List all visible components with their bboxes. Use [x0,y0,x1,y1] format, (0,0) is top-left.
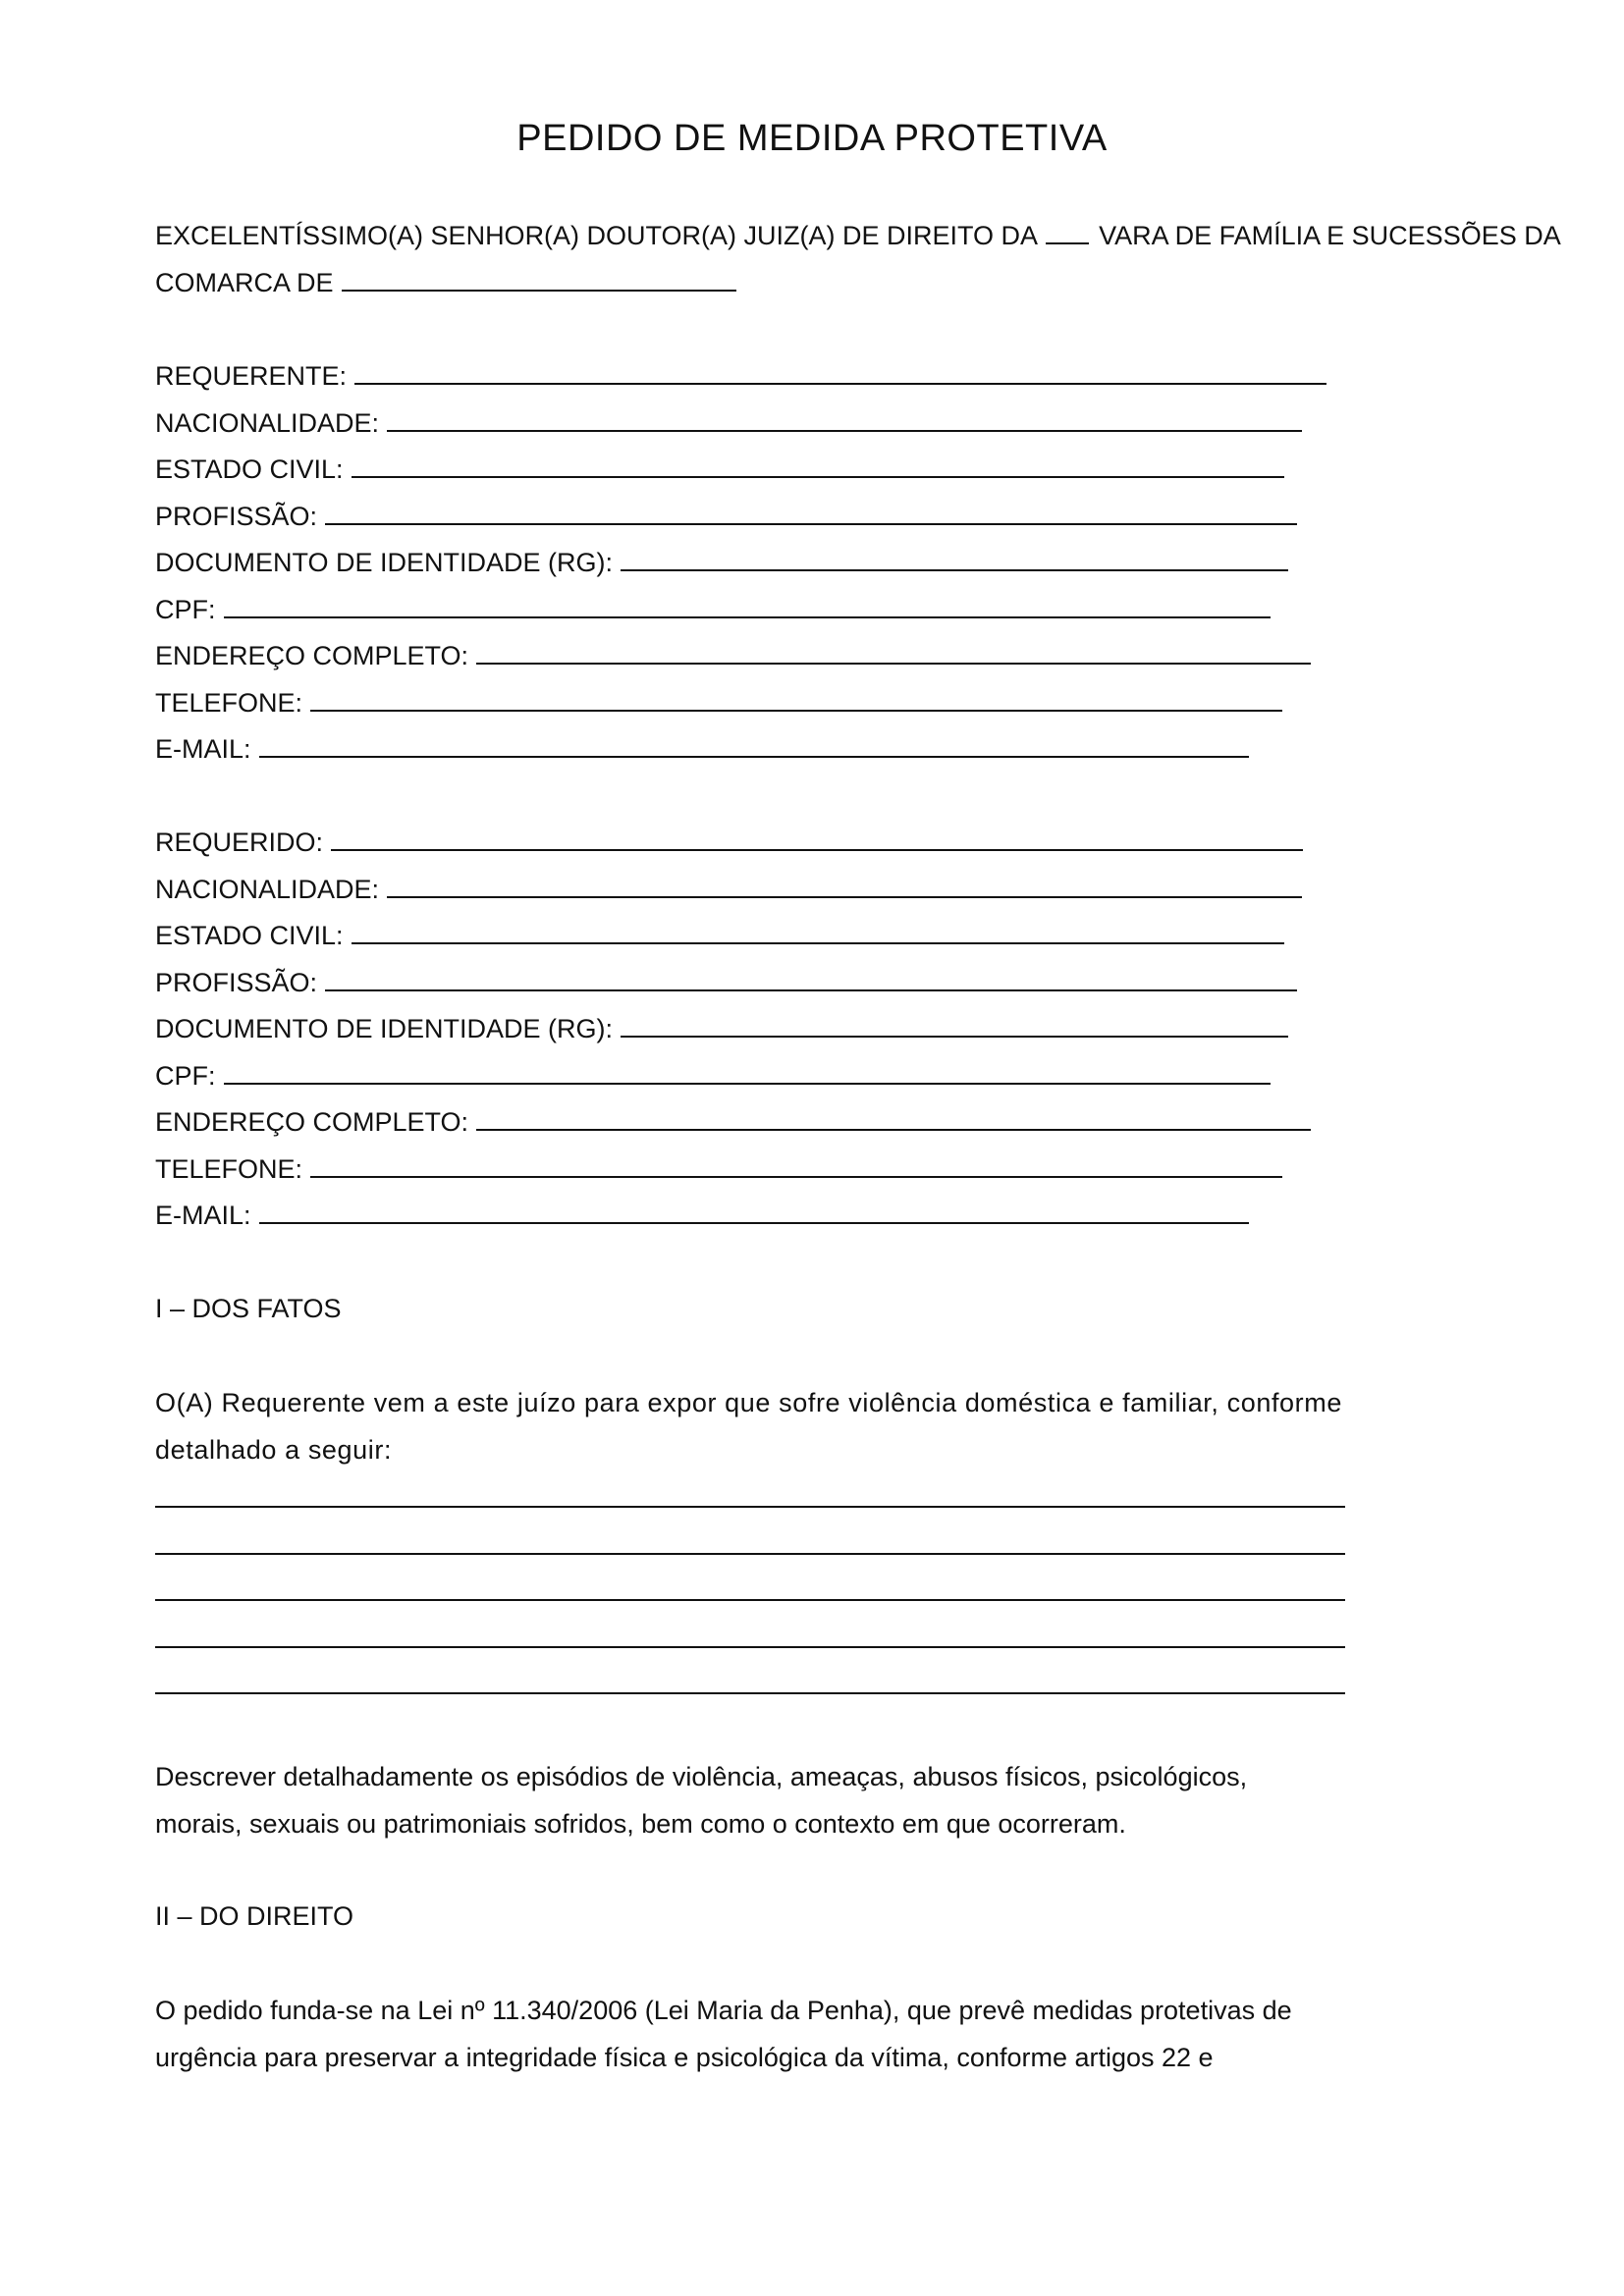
requerido-endereco-field [155,1105,1311,1139]
field-label: ESTADO CIVIL: [155,454,344,484]
field-label: DOCUMENTO DE IDENTIDADE (RG): [155,1014,614,1043]
field-blank[interactable] [621,546,1288,571]
section-2-heading [155,1899,353,1933]
field-label: E-MAIL: [155,734,251,764]
section-1-heading [155,1292,342,1325]
field-label: NACIONALIDADE: [155,408,380,438]
vara-number-blank[interactable] [1046,219,1089,244]
section-heading: I – DOS FATOS [155,1294,342,1323]
requerente-nacionalidade-field [155,406,1302,440]
field-label: ENDEREÇO COMPLETO: [155,1107,469,1137]
field-blank[interactable] [387,406,1302,432]
header-line-1 [155,219,1561,252]
field-label: TELEFONE: [155,688,303,718]
requerido-profissao-field [155,966,1297,999]
facts-writing-line-1[interactable] [155,1506,1345,1508]
field-blank[interactable] [387,873,1302,898]
field-blank[interactable] [224,1059,1271,1085]
field-label: ENDEREÇO COMPLETO: [155,641,469,670]
requerente-cpf-field [155,593,1271,626]
intro-line-2: detalhado a seguir: [155,1435,393,1465]
requerido-field [155,826,1303,859]
field-blank[interactable] [331,826,1303,851]
requerido-email-field [155,1199,1249,1232]
requerente-email-field [155,732,1249,766]
field-label: PROFISSÃO: [155,502,318,531]
field-blank[interactable] [621,1012,1288,1038]
requerido-cpf-field [155,1059,1271,1093]
section-1-intro [155,1379,1530,1473]
field-label: PROFISSÃO: [155,968,318,997]
instructions-line-1: Descrever detalhadamente os episódios de violência, ameaças, abusos físicos, psicológicos, [155,1762,1248,1791]
field-blank[interactable] [325,500,1297,525]
comarca-blank[interactable] [342,266,736,292]
field-blank[interactable] [354,359,1326,385]
direito-line-1: O pedido funda-se na Lei nº 11.340/2006 (Lei Maria da Penha), que prevê medidas protetivas de [155,1996,1292,2025]
field-blank[interactable] [259,732,1249,758]
header-text-b: VARA DE FAMÍLIA E SUCESSÕES DA [1099,221,1561,250]
field-blank[interactable] [310,686,1282,712]
section-2-text [155,1987,1530,2081]
requerente-rg-field [155,546,1288,579]
field-label: TELEFONE: [155,1154,303,1184]
requerente-endereco-field [155,639,1311,672]
field-blank[interactable] [352,919,1284,944]
direito-line-2: urgência para preservar a integridade física e psicológica da vítima, conforme artigos 22 e [155,2043,1214,2072]
field-label: CPF: [155,1061,216,1091]
requerente-field [155,359,1326,393]
section-heading: II – DO DIREITO [155,1901,354,1931]
facts-instructions [155,1753,1530,1847]
requerente-telefone-field [155,686,1282,720]
requerido-telefone-field [155,1152,1282,1186]
field-label: CPF: [155,595,216,624]
intro-line-1: O(A) Requerente vem a este juízo para expor que sofre violência doméstica e familiar, conforme [155,1388,1342,1417]
field-blank[interactable] [224,593,1271,618]
requerido-rg-field [155,1012,1288,1045]
facts-writing-line-3[interactable] [155,1599,1345,1601]
requerente-profissao-field [155,500,1297,533]
field-label: E-MAIL: [155,1201,251,1230]
requerido-nacionalidade-field [155,873,1302,906]
field-blank[interactable] [476,639,1311,665]
document-title: PEDIDO DE MEDIDA PROTETIVA [516,118,1108,159]
field-blank[interactable] [352,453,1284,478]
facts-writing-line-4[interactable] [155,1646,1345,1648]
field-label: ESTADO CIVIL: [155,921,344,950]
field-label: DOCUMENTO DE IDENTIDADE (RG): [155,548,614,577]
instructions-line-2: morais, sexuais ou patrimoniais sofridos, bem como o contexto em que ocorreram. [155,1809,1126,1839]
facts-writing-line-2[interactable] [155,1553,1345,1555]
comarca-label: COMARCA DE [155,268,334,297]
field-label: REQUERENTE: [155,361,348,391]
field-blank[interactable] [310,1152,1282,1178]
field-label: REQUERIDO: [155,828,324,857]
facts-writing-line-5[interactable] [155,1692,1345,1694]
requerido-estado-civil-field [155,919,1284,952]
field-label: NACIONALIDADE: [155,875,380,904]
requerente-estado-civil-field [155,453,1284,486]
field-blank[interactable] [476,1105,1311,1131]
header-text-a: EXCELENTÍSSIMO(A) SENHOR(A) DOUTOR(A) JUIZ(A) DE DIREITO DA [155,221,1039,250]
field-blank[interactable] [325,966,1297,991]
header-line-2 [155,266,736,299]
field-blank[interactable] [259,1199,1249,1224]
